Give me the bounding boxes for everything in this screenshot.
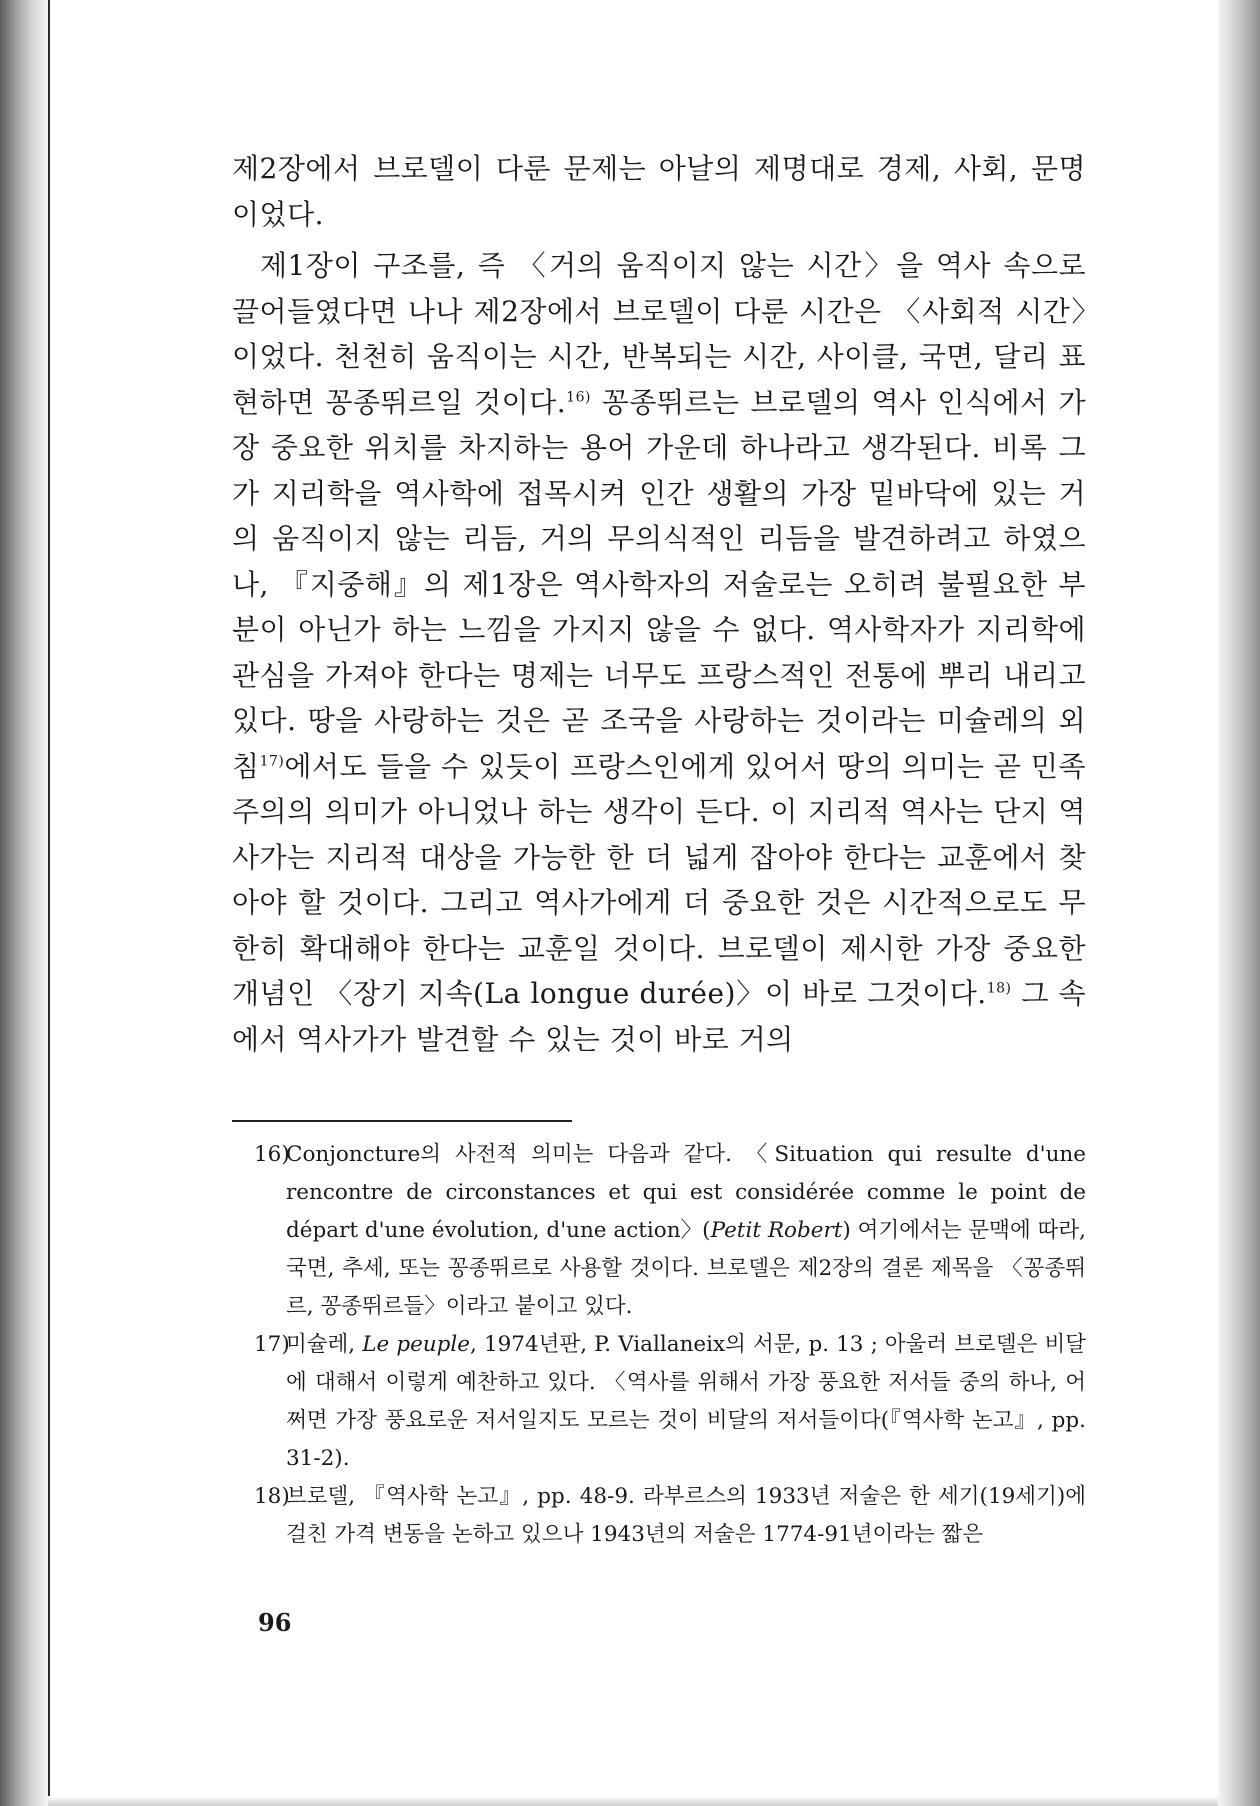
footnote-number: 18)	[254, 1484, 290, 1509]
footnote-reference: 18)	[986, 980, 1012, 997]
page-number: 96	[258, 1608, 292, 1637]
book-page-bottom-edge	[48, 1796, 1218, 1806]
body-paragraph	[232, 146, 1086, 237]
book-page-left-edge	[0, 0, 48, 1806]
footnote-reference: 17)	[259, 753, 285, 770]
text-run: Conjoncture의 사전적 의미는 다음과 같다. 〈Situation qui resulte d'une rencontre de circonstances et qui est considérée comme le point de départ d'une évolution, d'une action〉(	[286, 1142, 1086, 1243]
footnote	[254, 1326, 1086, 1478]
book-page-right-edge	[1218, 0, 1260, 1806]
text-run: 그 속에서 역사가가 발견할 수 있는 것이 바로 거의	[232, 977, 1086, 1056]
text-run: 제1장이 구조를, 즉 〈거의 움직이지 않는 시간〉을 역사 속으로 끌어들였다면 나나 제2장에서 브로델이 다룬 시간은 〈사회적 시간〉이었다. 천천히 움직이는 시간, 반복되는 시간, 사이클, 국면, 달리 표현하면 꽁종뛰르일 것이다.	[232, 249, 1086, 419]
footnote	[254, 1136, 1086, 1326]
text-run: 제2장에서 브로델이 다룬 문제는 아날의 제명대로 경제, 사회, 문명이었다.	[232, 152, 1086, 231]
footnote-number: 17)	[254, 1332, 290, 1357]
text-run: , 1974년판, P. Viallaneix의 서문, p. 13 ; 아울러 브로델은 비달에 대해서 이렇게 예찬하고 있다. 〈역사를 위해서 가장 풍요한 저서들 중의 하나, 어쩌면 가장 풍요로운 저서일지도 모르는 것이 비달의 저서들이다(『역사학 논고』, pp. 31-2).	[286, 1332, 1086, 1471]
text-run: 브로델, 『역사학 논고』, pp. 48-9. 라부르스의 1933년 저술은 한 세기(19세기)에 걸친 가격 변동을 논하고 있으나 1943년의 저술은 1774-91년이라는 짧은	[286, 1484, 1086, 1547]
text-run: ) 여기에서는 문맥에 따라, 국면, 추세, 또는 꽁종뛰르로 사용할 것이다. 브로델은 제2장의 결론 제목을 〈꽁종뛰르, 꽁종뛰르들〉이라고 붙이고 있다.	[286, 1218, 1086, 1319]
italic-title: Petit Robert	[710, 1218, 843, 1243]
footnote-text	[286, 1326, 1086, 1478]
text-run: 에서도 들을 수 있듯이 프랑스인에게 있어서 땅의 의미는 곧 민족주의의 의미가 아니었나 하는 생각이 든다. 이 지리적 역사는 단지 역사가는 지리적 대상을 가능한 한 더 넓게 잡아야 한다는 교훈에서 찾아야 할 것이다. 그리고 역사가에게 더 중요한 것은 시간적으로도 무한히 확대해야 한다는 교훈일 것이다. 브로델이 제시한 가장 중요한 개념인 〈장기 지속(La longue durée)〉이 바로 그것이다.	[232, 749, 1086, 1010]
italic-title: Le peuple	[362, 1332, 471, 1357]
footnote	[254, 1478, 1086, 1554]
body-text	[232, 146, 1086, 1062]
book-spine-line	[48, 0, 50, 1806]
text-run: 꽁종뛰르는 브로델의 역사 인식에서 가장 중요한 위치를 차지하는 용어 가운데 하나라고 생각된다. 비록 그가 지리학을 역사학에 접목시켜 인간 생활의 가장 밑바닥에 있는 거의 움직이지 않는 리듬, 거의 무의식적인 리듬을 발견하려고 하였으나, 『지중해』의 제1장은 역사학자의 저술로는 오히려 불필요한 부분이 아닌가 하는 느낌을 가지지 않을 수 없다. 역사학자가 지리학에 관심을 가져야 한다는 명제는 너무도 프랑스적인 전통에 뿌리 내리고 있다. 땅을 사랑하는 것은 곧 조국을 사랑하는 것이라는 미슐레의 외침	[232, 385, 1086, 783]
footnote-number: 16)	[254, 1142, 290, 1167]
footnotes	[254, 1136, 1086, 1554]
text-run: 미슐레,	[286, 1332, 363, 1357]
footnote-reference: 16)	[566, 389, 591, 406]
book-page	[232, 146, 1086, 1554]
body-paragraph	[232, 243, 1086, 1062]
footnote-text	[286, 1478, 1086, 1554]
footnote-separator	[232, 1120, 572, 1122]
footnote-text	[286, 1136, 1086, 1326]
